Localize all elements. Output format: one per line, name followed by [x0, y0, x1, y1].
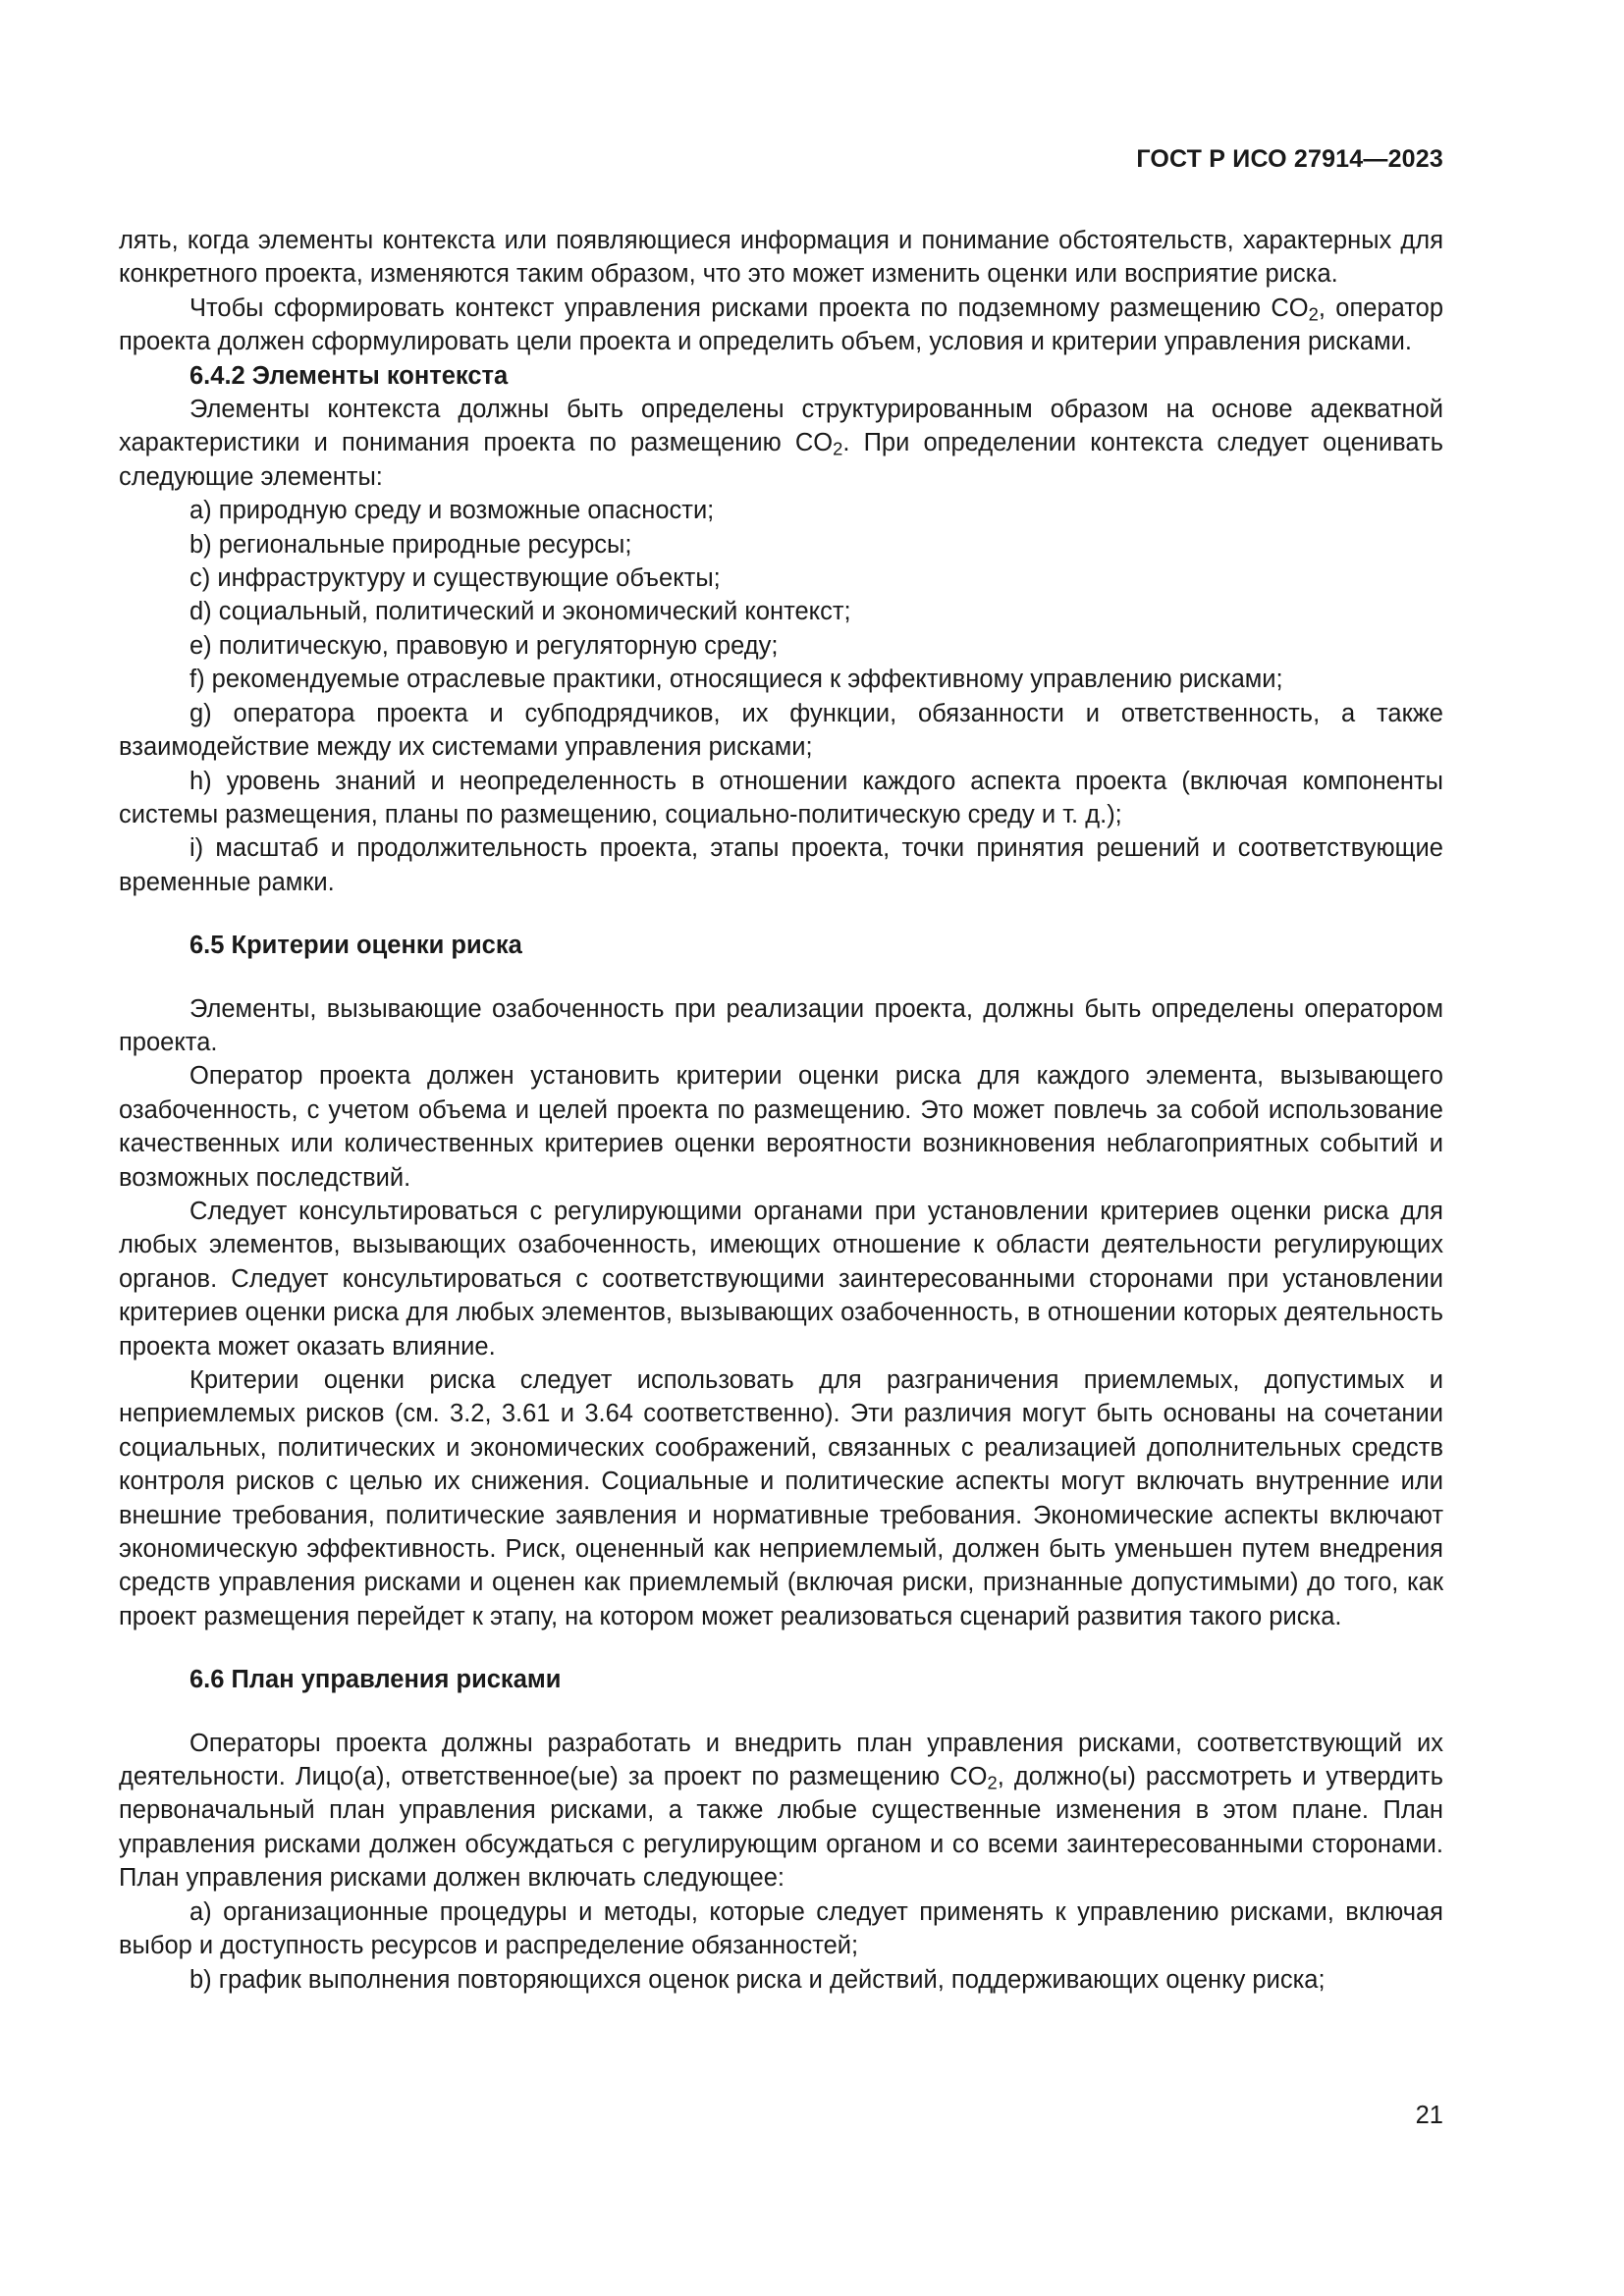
paragraph: Элементы, вызывающие озабоченность при реализации проекта, должны быть определены оператором проекта. — [119, 994, 1443, 1056]
page-number: 21 — [1415, 2102, 1443, 2129]
section-heading-6-4-2: 6.4.2 Элементы контекста — [189, 361, 509, 390]
list-item: a) организационные процедуры и методы, которые следует применять к управлению рисками, включая выбор и доступность ресурсов и распределение обязанностей; — [119, 1897, 1443, 1960]
list-item: b) график выполнения повторяющихся оценок риска и действий, поддерживающих оценку риска; — [189, 1965, 1326, 1994]
paragraph: Критерии оценки риска следует использовать для разграничения приемлемых, допустимых и неприемлемых рисков (см. 3.2, 3.61 и 3.64 соответственно). Эти различия могут быть основаны на сочетании социальных, политических и экономических соображений, связанных с реализацией дополнительных средств контроля рисков с целью их снижения. Социальные и политические аспекты могут включать внутренние или внешние требования, политические заявления и нормативные требования. Экономические аспекты включают экономическую эффективность. Риск, оцененный как неприемлемый, должен быть уменьшен путем внедрения средств управления рисками и оценен как приемлемый (включая риски, признанные допустимыми) до того, как проект размещения перейдет к этапу, на котором может реализоваться сценарий развития такого риска. — [119, 1366, 1443, 1630]
paragraph-context-elements: Элементы контекста должны быть определены структурированным образом на основе адекватной характеристики и понимания проекта по размещению $CO_2$. При определении контекста следует оценивать следующие элементы: — [119, 396, 1443, 491]
list-item: g) оператора проекта и субподрядчиков, их функции, обязанности и ответственность, а также взаимодействие между их системами управления рисками; — [119, 699, 1443, 762]
section-heading-6-5: 6.5 Критерии оценки риска — [189, 932, 522, 960]
list-item: f) рекомендуемые отраслевые практики, относящиеся к эффективному управлению рисками; — [189, 666, 1283, 694]
paragraph: Оператор проекта должен установить критерии оценки риска для каждого элемента, вызывающего озабоченность, с учетом объема и целей проекта по размещению. Это может повлечь за собой использование качественных или количественных критериев оценки вероятности возникновения неблагоприятных событий и возможных последствий. — [119, 1062, 1443, 1192]
list-item: h) уровень знаний и неопределенность в отношении каждого аспекта проекта (включая компоненты системы размещения, планы по размещению, социально-политическую среду и т. д.); — [119, 767, 1443, 828]
list-item: e) политическую, правовую и регуляторную среду; — [189, 631, 779, 660]
document-header: ГОСТ Р ИСО 27914—2023 — [1136, 145, 1443, 173]
paragraph-continued: лять, когда элементы контекста или появляющиеся информация и понимание обстоятельств, характерных для конкретного проекта, изменяются таким образом, что это может изменить оценки или восприятие риска. — [119, 227, 1443, 289]
section-heading-6-6: 6.6 План управления рисками — [189, 1666, 562, 1694]
list-item: a) природную среду и возможные опасности; — [189, 497, 715, 525]
paragraph-context-formation: Чтобы сформировать контекст управления рисками проекта по подземному размещению $CO_2$, оператор проекта должен сформулировать цели проекта и определить объем, условия и критерии управления рисками. — [119, 294, 1444, 356]
paragraph: Следует консультироваться с регулирующими органами при установлении критериев оценки риска для любых элементов, вызывающих озабоченность, имеющих отношение к области деятельности регулирующих органов. Следует консультироваться с соответствующими заинтересованными сторонами при установлении критериев оценки риска для любых элементов, вызывающих озабоченность, в отношении которых деятельность проекта может оказать влияние. — [119, 1197, 1443, 1361]
list-item: b) региональные природные ресурсы; — [189, 530, 632, 559]
paragraph-risk-plan: Операторы проекта должны разработать и внедрить план управления рисками, соответствующий их деятельности. Лицо(а), ответственное(ые) за проект по размещению $CO_2$, должно(ы) рассмотреть и утвердить первоначальный план управления рисками, а также любые существенные изменения в этом плане. План управления рисками должен обсуждаться с регулирующим органом и со всеми заинтересованными сторонами. План управления рисками должен включать следующее: — [119, 1729, 1443, 1893]
list-item: i) масштаб и продолжительность проекта, этапы проекта, точки принятия решений и соответствующие временные рамки. — [119, 834, 1443, 896]
list-item: d) социальный, политический и экономический контекст; — [189, 598, 851, 626]
page-body — [119, 224, 1443, 1997]
list-item: c) инфраструктуру и существующие объекты; — [189, 564, 721, 593]
